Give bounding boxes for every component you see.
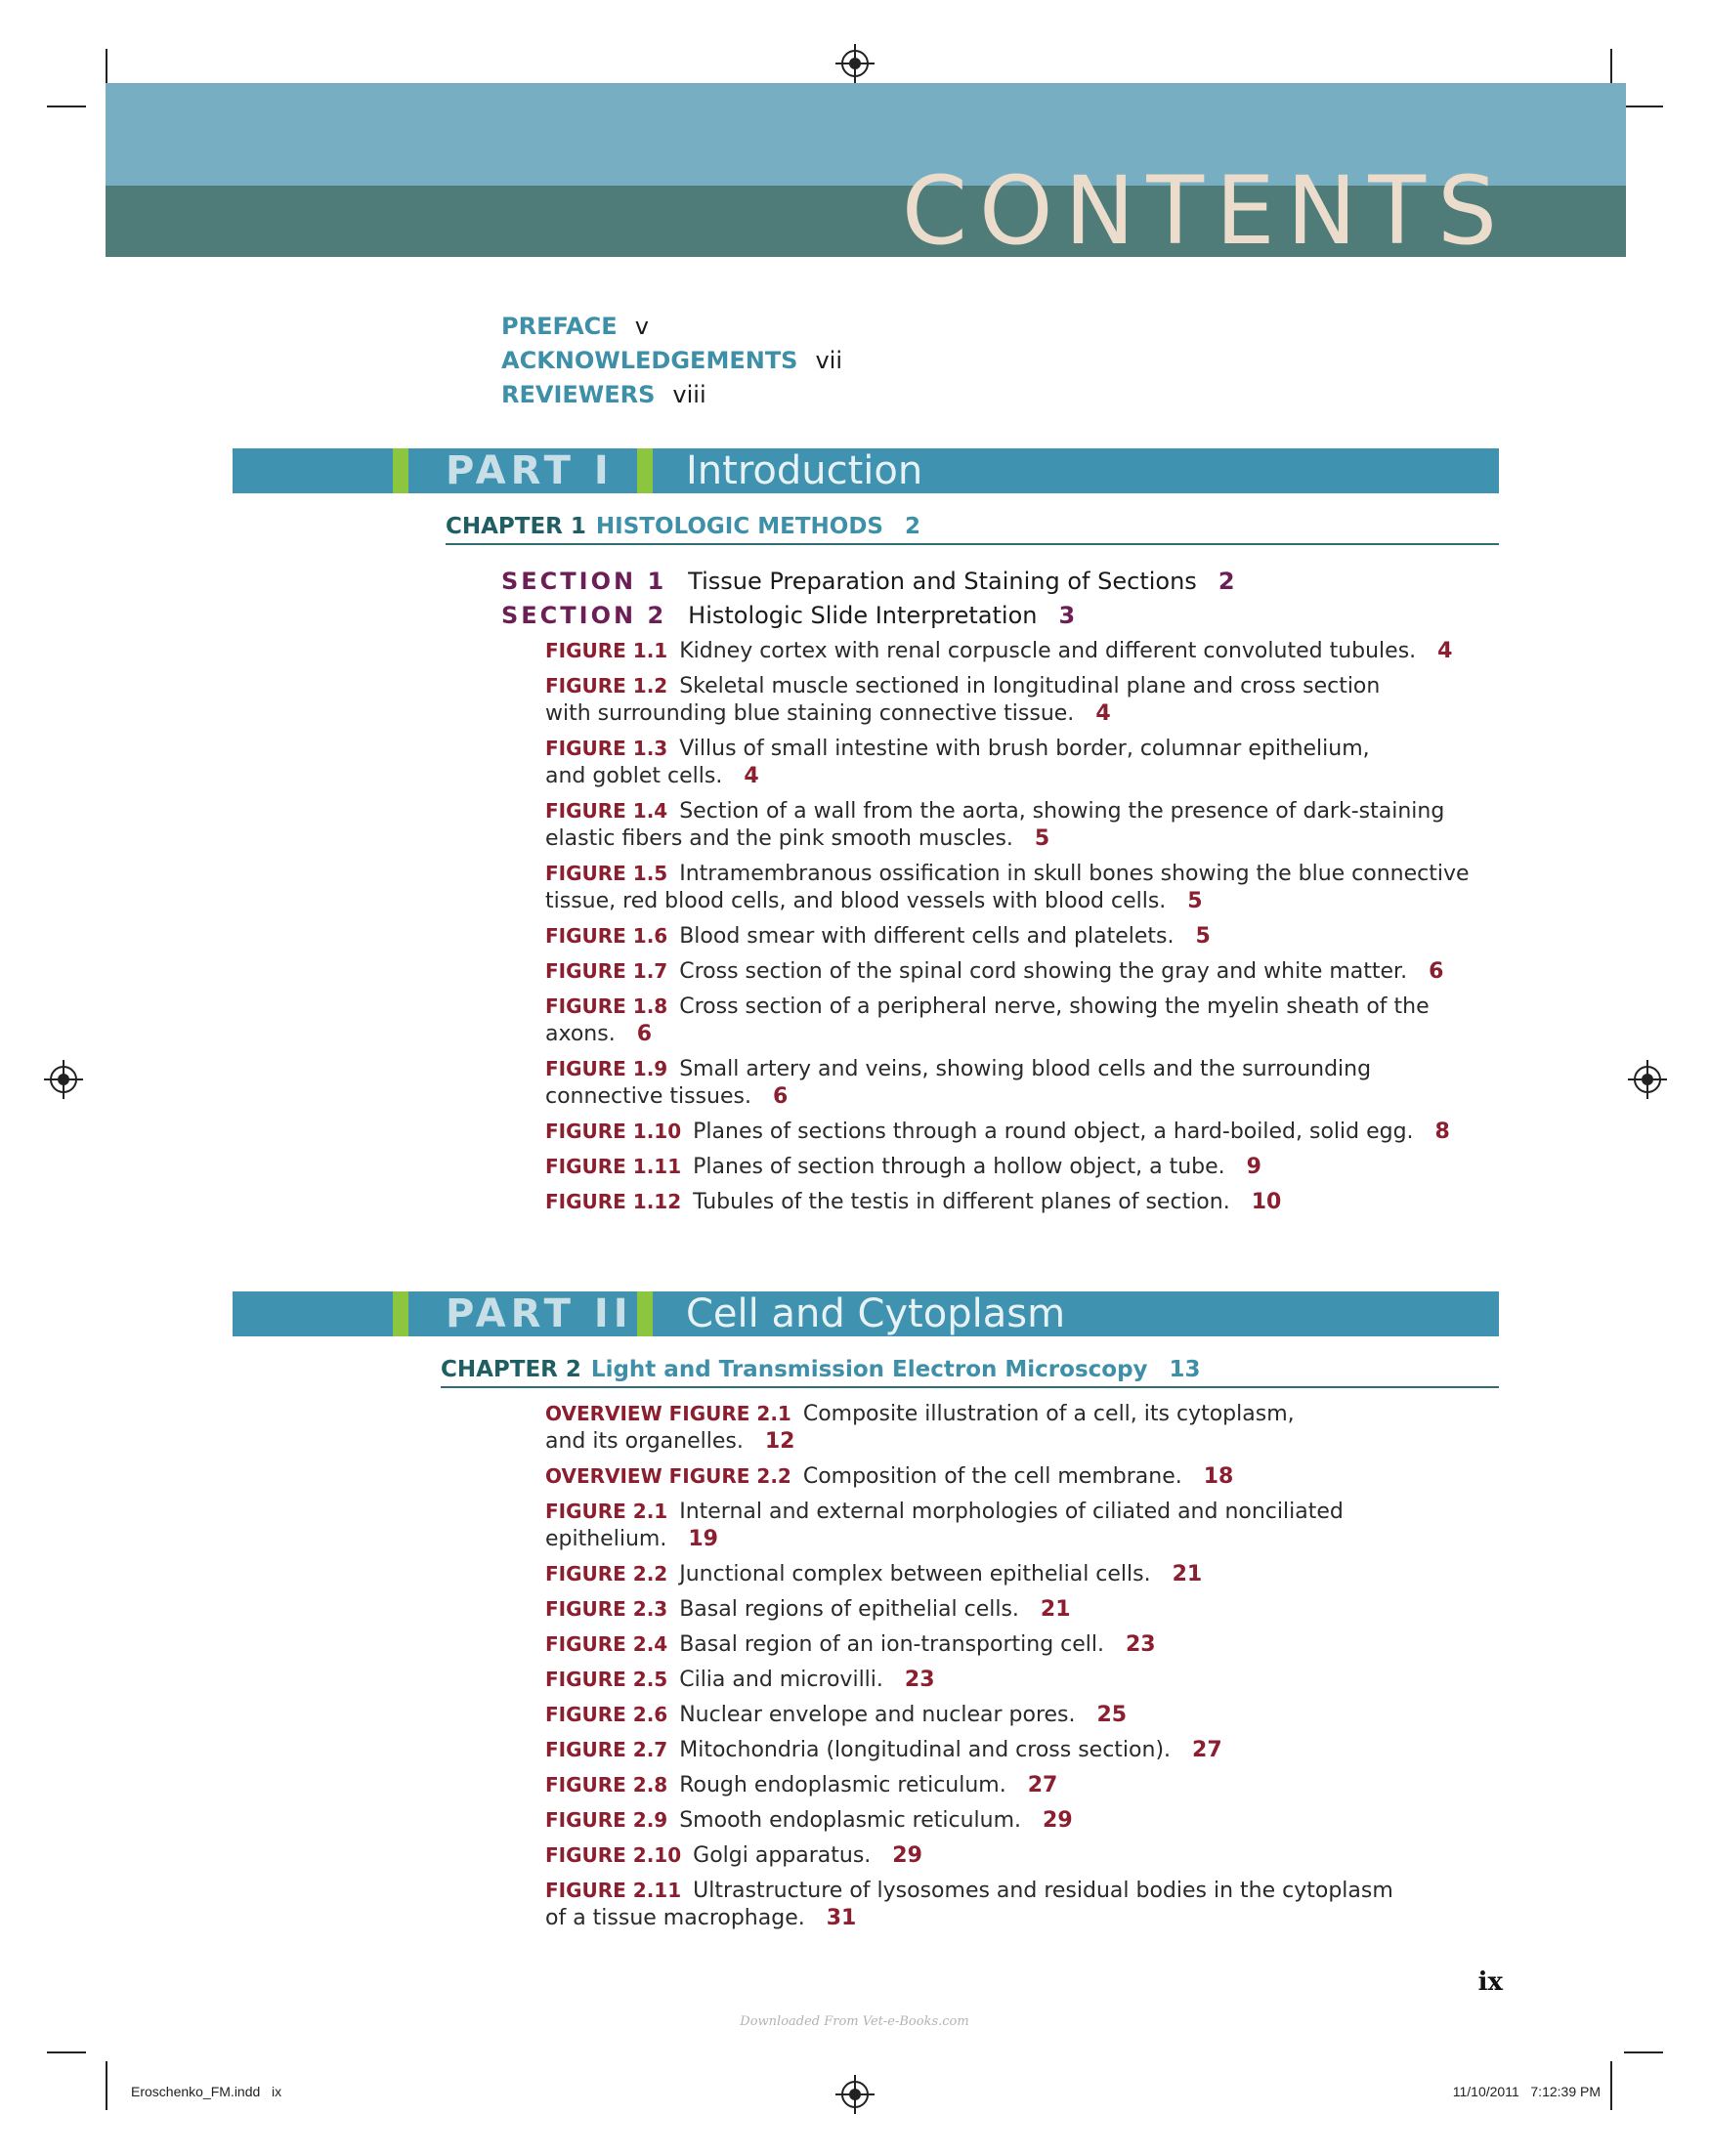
figure-label: FIGURE 1.4 bbox=[545, 799, 668, 823]
chapter-page: 2 bbox=[905, 514, 921, 539]
figure-entry[interactable] bbox=[545, 1055, 1522, 1111]
figure-caption: Skeletal muscle sectioned in longitudinal plane and cross section bbox=[679, 674, 1381, 698]
figure-entry[interactable] bbox=[545, 860, 1522, 915]
figure-caption: Basal regions of epithelial cells. bbox=[679, 1597, 1019, 1622]
figure-label: FIGURE 1.3 bbox=[545, 737, 668, 760]
registration-mark-icon bbox=[841, 2081, 869, 2108]
figure-page: 5 bbox=[1187, 889, 1203, 913]
figure-entry[interactable] bbox=[545, 1877, 1522, 1932]
crop-mark bbox=[1610, 2061, 1612, 2110]
figure-page: 4 bbox=[1095, 701, 1111, 726]
figure-entry[interactable] bbox=[545, 957, 1522, 986]
figure-label: FIGURE 2.9 bbox=[545, 1808, 668, 1832]
part-number: PART I bbox=[446, 448, 614, 493]
figure-page: 4 bbox=[744, 764, 759, 788]
figure-entry[interactable] bbox=[545, 1400, 1522, 1456]
figure-caption: Composition of the cell membrane. bbox=[802, 1464, 1182, 1489]
chapter-title: HISTOLOGIC METHODS bbox=[595, 514, 883, 539]
section-label: SECTION 1 bbox=[501, 568, 667, 595]
figure-label: FIGURE 1.8 bbox=[545, 994, 668, 1018]
figure-entry[interactable] bbox=[545, 922, 1522, 951]
figure-caption: Composite illustration of a cell, its cytoplasm, bbox=[802, 1402, 1295, 1426]
figure-caption: Basal region of an ion-transporting cell. bbox=[679, 1632, 1104, 1657]
part-bar-accent bbox=[637, 1291, 653, 1336]
front-matter-page: v bbox=[634, 313, 649, 340]
page-title: CONTENTS bbox=[901, 156, 1509, 266]
figure-caption: of a tissue macrophage. bbox=[545, 1906, 805, 1930]
figure-caption: Smooth endoplasmic reticulum. bbox=[679, 1808, 1022, 1833]
front-matter-item[interactable] bbox=[501, 349, 842, 372]
figure-entry[interactable] bbox=[545, 1666, 1522, 1694]
figure-entry[interactable] bbox=[545, 1498, 1522, 1553]
figure-page: 29 bbox=[1043, 1808, 1073, 1833]
figure-entry[interactable] bbox=[545, 1595, 1522, 1624]
figure-page: 19 bbox=[688, 1527, 718, 1551]
figure-label: FIGURE 1.2 bbox=[545, 674, 668, 698]
front-matter-page: viii bbox=[672, 381, 706, 408]
chapter-rule bbox=[441, 1386, 1499, 1388]
front-matter-item[interactable] bbox=[501, 315, 649, 338]
figure-caption: connective tissues. bbox=[545, 1084, 751, 1109]
figure-caption: Ultrastructure of lysosomes and residual bodies in the cytoplasm bbox=[693, 1879, 1393, 1903]
figure-caption: with surrounding blue staining connective tissue. bbox=[545, 701, 1075, 726]
figure-caption: Cross section of a peripheral nerve, showing the myelin sheath of the bbox=[679, 994, 1430, 1019]
front-matter-item[interactable] bbox=[501, 383, 706, 406]
crop-mark bbox=[47, 106, 86, 107]
figure-entry[interactable] bbox=[545, 993, 1522, 1048]
figure-entry[interactable] bbox=[545, 1118, 1522, 1146]
figure-entry[interactable] bbox=[545, 1188, 1522, 1216]
front-matter-label: PREFACE bbox=[501, 313, 618, 340]
figure-entry[interactable] bbox=[545, 735, 1522, 790]
figure-page: 25 bbox=[1096, 1703, 1128, 1727]
figure-caption: tissue, red blood cells, and blood vessels with blood cells. bbox=[545, 889, 1167, 913]
figure-entry[interactable] bbox=[545, 797, 1522, 853]
figure-caption: Internal and external morphologies of ciliated and nonciliated bbox=[679, 1500, 1344, 1524]
figure-caption: Nuclear envelope and nuclear pores. bbox=[679, 1703, 1076, 1727]
figure-page: 10 bbox=[1251, 1190, 1282, 1214]
figure-caption: Blood smear with different cells and platelets. bbox=[679, 924, 1175, 949]
figure-page: 23 bbox=[904, 1668, 935, 1692]
figure-caption: elastic fibers and the pink smooth muscles. bbox=[545, 826, 1013, 851]
figure-label: FIGURE 1.1 bbox=[545, 639, 668, 662]
figure-caption: axons. bbox=[545, 1022, 616, 1046]
figure-label: OVERVIEW FIGURE 2.2 bbox=[545, 1464, 791, 1488]
slug-right: 11/10/2011 7:12:39 PM bbox=[1452, 2084, 1601, 2099]
figure-entry[interactable] bbox=[545, 1560, 1522, 1588]
figure-caption: Mitochondria (longitudinal and cross section). bbox=[679, 1738, 1172, 1762]
figure-caption: Kidney cortex with renal corpuscle and different convoluted tubules. bbox=[679, 639, 1417, 663]
figure-page: 5 bbox=[1034, 826, 1050, 851]
section-page: 3 bbox=[1058, 602, 1076, 629]
registration-mark-icon bbox=[841, 50, 869, 77]
figure-page: 18 bbox=[1203, 1464, 1234, 1489]
figure-entry[interactable] bbox=[545, 1462, 1522, 1491]
figure-entry[interactable] bbox=[545, 1701, 1522, 1729]
figure-label: FIGURE 1.5 bbox=[545, 862, 668, 885]
registration-mark-icon bbox=[50, 1066, 77, 1093]
figure-page: 29 bbox=[892, 1843, 922, 1868]
slug-left: Eroschenko_FM.indd ix bbox=[131, 2084, 282, 2099]
figure-entry[interactable] bbox=[545, 1736, 1522, 1764]
section-page: 2 bbox=[1218, 568, 1235, 595]
figure-entry[interactable] bbox=[545, 1630, 1522, 1659]
figure-page: 6 bbox=[772, 1084, 789, 1109]
figure-label: FIGURE 2.11 bbox=[545, 1879, 682, 1902]
figure-page: 31 bbox=[826, 1906, 857, 1930]
part-number: PART II bbox=[446, 1291, 633, 1336]
figure-page: 27 bbox=[1027, 1773, 1058, 1797]
chapter-heading[interactable] bbox=[446, 516, 920, 538]
figure-caption: Small artery and veins, showing blood cells and the surrounding bbox=[679, 1057, 1372, 1081]
figure-label: FIGURE 2.2 bbox=[545, 1562, 668, 1585]
chapter-heading[interactable] bbox=[441, 1359, 1201, 1381]
page-folio: ix bbox=[1477, 1967, 1503, 1997]
figure-label: FIGURE 2.10 bbox=[545, 1843, 682, 1867]
figure-label: FIGURE 2.4 bbox=[545, 1632, 668, 1656]
figure-label: FIGURE 2.7 bbox=[545, 1738, 668, 1761]
section-entry[interactable] bbox=[501, 570, 1235, 593]
figure-label: FIGURE 2.5 bbox=[545, 1668, 668, 1691]
figure-page: 21 bbox=[1040, 1597, 1071, 1622]
figure-page: 6 bbox=[636, 1022, 652, 1046]
figure-caption: Cross section of the spinal cord showing the gray and white matter. bbox=[679, 959, 1408, 984]
part-name: Introduction bbox=[686, 448, 923, 493]
chapter-number: CHAPTER 2 bbox=[441, 1357, 581, 1382]
figure-entry[interactable] bbox=[545, 1806, 1522, 1835]
figure-entry[interactable] bbox=[545, 637, 1522, 665]
figure-caption: Planes of section through a hollow object, a tube. bbox=[693, 1155, 1225, 1179]
chapter-rule bbox=[446, 543, 1499, 545]
chapter-title: Light and Transmission Electron Microscopy bbox=[590, 1357, 1148, 1382]
figure-label: FIGURE 1.9 bbox=[545, 1057, 668, 1080]
part-bar-accent bbox=[637, 448, 653, 493]
figure-page: 5 bbox=[1195, 924, 1211, 949]
crop-mark bbox=[106, 2061, 107, 2110]
chapter-page: 13 bbox=[1169, 1357, 1201, 1382]
figure-caption: Villus of small intestine with brush border, columnar epithelium, bbox=[679, 737, 1370, 761]
figure-caption: Section of a wall from the aorta, showing the presence of dark-staining bbox=[679, 799, 1445, 824]
figure-caption: epithelium. bbox=[545, 1527, 667, 1551]
section-title: Tissue Preparation and Staining of Sections bbox=[688, 568, 1197, 595]
figure-page: 4 bbox=[1437, 639, 1453, 663]
figure-page: 23 bbox=[1126, 1632, 1156, 1657]
figure-caption: Rough endoplasmic reticulum. bbox=[679, 1773, 1006, 1797]
figure-page: 6 bbox=[1429, 959, 1444, 984]
figure-label: FIGURE 2.1 bbox=[545, 1500, 668, 1523]
figure-label: FIGURE 2.3 bbox=[545, 1597, 668, 1621]
figure-caption: Planes of sections through a round object, a hard-boiled, solid egg. bbox=[693, 1120, 1414, 1144]
crop-mark bbox=[47, 2051, 86, 2053]
part-bar-accent bbox=[393, 448, 408, 493]
figure-entry[interactable] bbox=[545, 1841, 1522, 1870]
front-matter-label: REVIEWERS bbox=[501, 381, 656, 408]
figure-caption: Intramembranous ossification in skull bones showing the blue connective bbox=[679, 862, 1470, 886]
figure-entry[interactable] bbox=[545, 672, 1522, 728]
registration-mark-icon bbox=[1634, 1066, 1661, 1093]
figure-page: 21 bbox=[1172, 1562, 1203, 1586]
figure-label: FIGURE 1.10 bbox=[545, 1120, 682, 1143]
figure-page: 8 bbox=[1434, 1120, 1450, 1144]
figure-label: FIGURE 1.11 bbox=[545, 1155, 682, 1178]
part-bar-accent bbox=[393, 1291, 408, 1336]
figure-caption: and its organelles. bbox=[545, 1429, 744, 1454]
front-matter-label: ACKNOWLEDGEMENTS bbox=[501, 347, 798, 374]
section-entry[interactable] bbox=[501, 604, 1075, 627]
figure-label: OVERVIEW FIGURE 2.1 bbox=[545, 1402, 791, 1425]
figure-entry[interactable] bbox=[545, 1153, 1522, 1181]
watermark: Downloaded From Vet-e-Books.com bbox=[740, 2014, 969, 2029]
figure-page: 12 bbox=[764, 1429, 795, 1454]
section-label: SECTION 2 bbox=[501, 602, 667, 629]
figure-label: FIGURE 1.6 bbox=[545, 924, 668, 948]
figure-caption: Cilia and microvilli. bbox=[679, 1668, 883, 1692]
figure-entry[interactable] bbox=[545, 1771, 1522, 1799]
figure-caption: and goblet cells. bbox=[545, 764, 723, 788]
figure-caption: Junctional complex between epithelial cells. bbox=[679, 1562, 1151, 1586]
chapter-number: CHAPTER 1 bbox=[446, 514, 586, 539]
part-name: Cell and Cytoplasm bbox=[686, 1291, 1066, 1336]
figure-label: FIGURE 2.6 bbox=[545, 1703, 668, 1726]
figure-label: FIGURE 2.8 bbox=[545, 1773, 668, 1797]
figure-page: 27 bbox=[1192, 1738, 1222, 1762]
crop-mark bbox=[1624, 2051, 1663, 2053]
figure-page: 9 bbox=[1246, 1155, 1261, 1179]
figure-label: FIGURE 1.7 bbox=[545, 959, 668, 983]
figure-caption: Golgi apparatus. bbox=[693, 1843, 872, 1868]
section-title: Histologic Slide Interpretation bbox=[688, 602, 1038, 629]
crop-mark bbox=[1624, 106, 1663, 107]
front-matter-page: vii bbox=[815, 347, 843, 374]
figure-caption: Tubules of the testis in different planes of section. bbox=[693, 1190, 1230, 1214]
figure-label: FIGURE 1.12 bbox=[545, 1190, 682, 1213]
